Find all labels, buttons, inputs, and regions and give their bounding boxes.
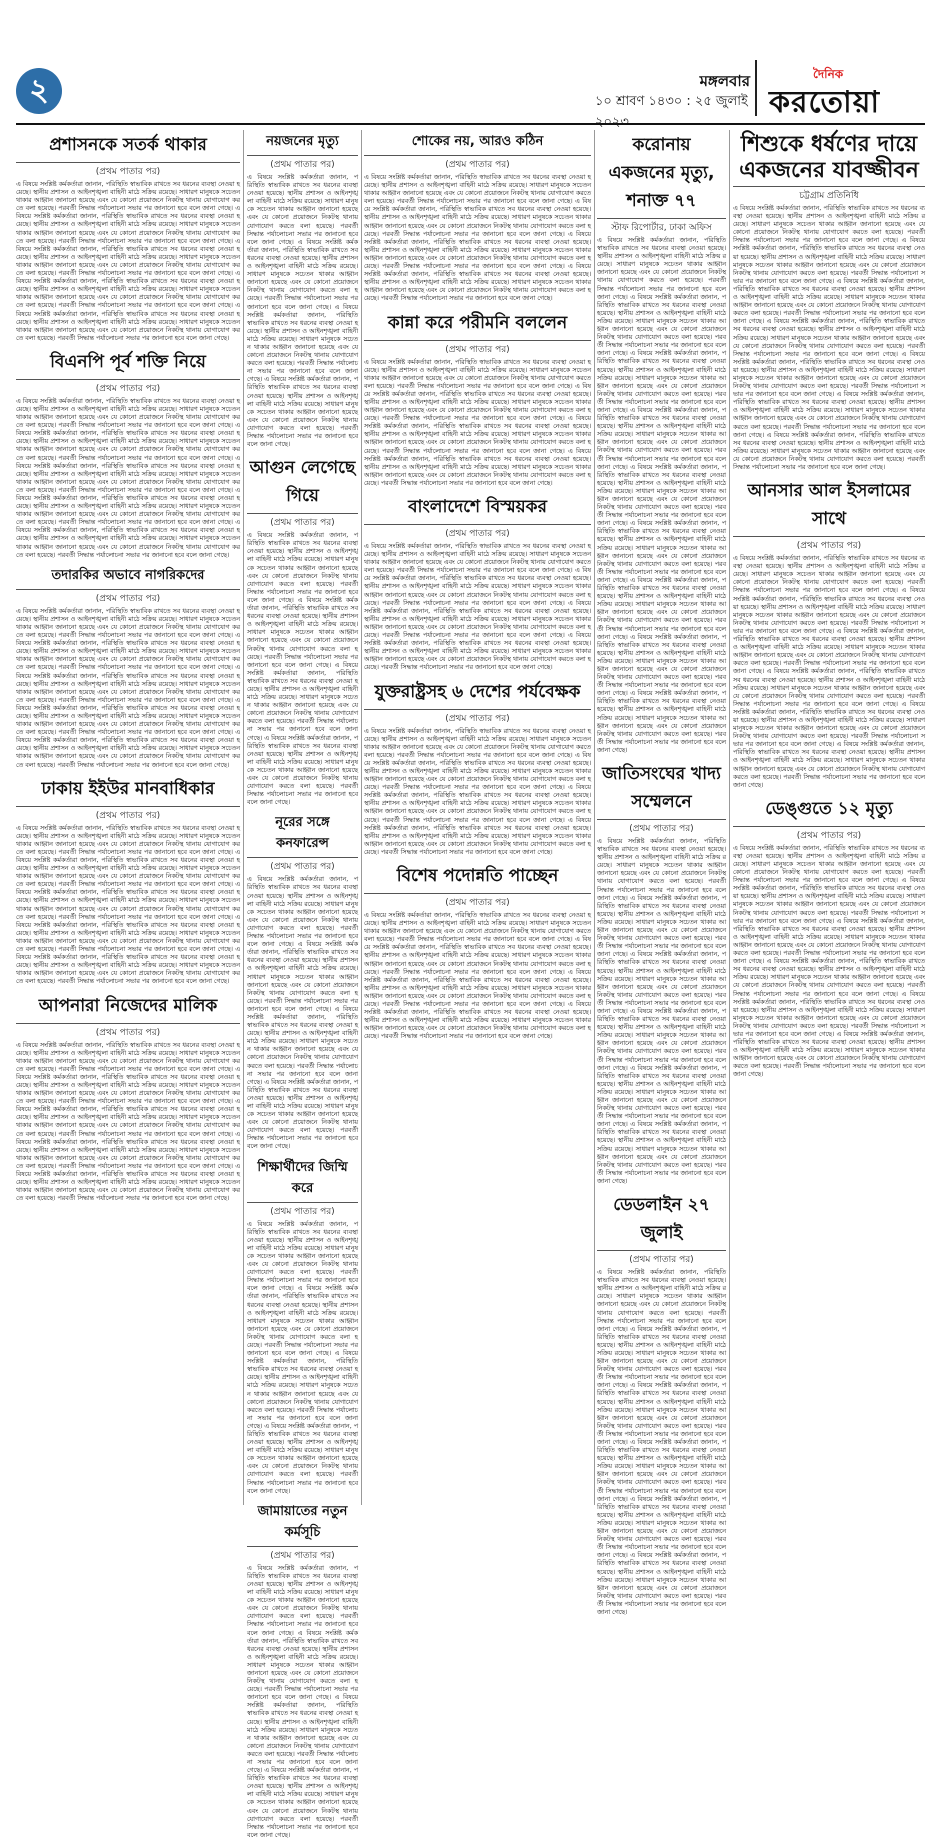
article bbox=[16, 349, 240, 560]
article-dateline: (প্রথম পাতার পর) bbox=[270, 160, 335, 170]
page-number: ২ bbox=[16, 68, 62, 114]
article bbox=[364, 679, 591, 858]
article-body: এ বিষয়ে সংশ্লিষ্ট কর্মকর্তারা জানান, পরিস্থিতি স্বাভাবিক রাখতে সব ধরনের ব্যবস্থা নেওয়া হয়েছে। স্থানীয় প্রশাসন ও আইনশৃঙ্খলা বাহিনী মাঠে সক্রিয় রয়েছে। সাধারণ মানুষকে সচেতন থাকার আহ্বান জানানো হয়েছে এবং যে কোনো প্রয়োজনে নিকটস্থ থানায় যোগাযোগ করতে বলা হয়েছে। পরবর্তী সিদ্ধান্ত পর্যালোচনা সভার পর জানানো হবে বলে জানা গেছে। এ বিষয়ে সংশ্লিষ্ট কর্মকর্তারা জানান, পরিস্থিতি স্বাভাবিক রাখতে সব ধরনের ব্যবস্থা নেওয়া হয়েছে। স্থানীয় প্রশাসন ও আইনশৃঙ্খলা বাহিনী মাঠে সক্রিয় রয়েছে। সাধারণ মানুষকে সচেতন থাকার আহ্বান জানানো হয়েছে এবং যে কোনো প্রয়োজনে নিকটস্থ থানায় যোগাযোগ করতে বলা হয়েছে। পরবর্তী সিদ্ধান্ত পর্যালোচনা সভার পর জানানো হবে বলে জানা গেছে। এ বিষয়ে সংশ্লিষ্ট কর্মকর্তারা জানান, পরিস্থিতি স্বাভাবিক রাখতে সব ধরনের ব্যবস্থা নেওয়া হয়েছে। স্থানীয় প্রশাসন ও আইনশৃঙ্খলা বাহিনী মাঠে সক্রিয় রয়েছে। সাধারণ মানুষকে সচেতন থাকার আহ্বান জানানো হয়েছে এবং যে কোনো প্রয়োজনে নিকটস্থ থানায় যোগাযোগ করতে বলা হয়েছে। পরবর্তী সিদ্ধান্ত পর্যালোচনা সভার পর জানানো হবে বলে জানা গেছে। এ বিষয়ে সংশ্লিষ্ট কর্মকর্তারা জানান, পরিস্থিতি স্বাভাবিক রাখতে সব ধরনের ব্যবস্থা নেওয়া হয়েছে। স্থানীয় প্রশাসন ও আইনশৃঙ্খলা বাহিনী মাঠে সক্রিয় রয়েছে। সাধারণ মানুষকে সচেতন থাকার আহ্বান জানানো হয়েছে এবং যে কোনো প্রয়োজনে নিকটস্থ থানায় যোগাযোগ করতে বলা হয়েছে। পরবর্তী সিদ্ধান্ত পর্যালোচনা সভার পর জানানো হবে বলে জানা গেছে। bbox=[364, 543, 591, 672]
logo-small-text: দৈনিক bbox=[813, 67, 844, 81]
column-2 bbox=[247, 130, 358, 1839]
article-body: এ বিষয়ে সংশ্লিষ্ট কর্মকর্তারা জানান, পরিস্থিতি স্বাভাবিক রাখতে সব ধরনের ব্যবস্থা নেওয়া হয়েছে। স্থানীয় প্রশাসন ও আইনশৃঙ্খলা বাহিনী মাঠে সক্রিয় রয়েছে। সাধারণ মানুষকে সচেতন থাকার আহ্বান জানানো হয়েছে এবং যে কোনো প্রয়োজনে নিকটস্থ থানায় যোগাযোগ করতে বলা হয়েছে। পরবর্তী সিদ্ধান্ত পর্যালোচনা সভার পর জানানো হবে বলে জানা গেছে। এ বিষয়ে সংশ্লিষ্ট কর্মকর্তারা জানান, পরিস্থিতি স্বাভাবিক রাখতে সব ধরনের ব্যবস্থা নেওয়া হয়েছে। স্থানীয় প্রশাসন ও আইনশৃঙ্খলা বাহিনী মাঠে সক্রিয় রয়েছে। সাধারণ মানুষকে সচেতন থাকার আহ্বান জানানো হয়েছে এবং যে কোনো প্রয়োজনে নিকটস্থ থানায় যোগাযোগ করতে বলা হয়েছে। পরবর্তী সিদ্ধান্ত পর্যালোচনা সভার পর জানানো হবে বলে জানা গেছে। এ বিষয়ে সংশ্লিষ্ট কর্মকর্তারা জানান, পরিস্থিতি স্বাভাবিক রাখতে সব ধরনের ব্যবস্থা নেওয়া হয়েছে। স্থানীয় প্রশাসন ও আইনশৃঙ্খলা বাহিনী মাঠে সক্রিয় রয়েছে। সাধারণ মানুষকে সচেতন থাকার আহ্বান জানানো হয়েছে এবং যে কোনো প্রয়োজনে নিকটস্থ থানায় যোগাযোগ করতে বলা হয়েছে। পরবর্তী সিদ্ধান্ত পর্যালোচনা সভার পর জানানো হবে বলে জানা গেছে। এ বিষয়ে সংশ্লিষ্ট কর্মকর্তারা জানান, পরিস্থিতি স্বাভাবিক রাখতে সব ধরনের ব্যবস্থা নেওয়া হয়েছে। স্থানীয় প্রশাসন ও আইনশৃঙ্খলা বাহিনী মাঠে সক্রিয় রয়েছে। সাধারণ মানুষকে সচেতন থাকার আহ্বান জানানো হয়েছে এবং যে কোনো প্রয়োজনে নিকটস্থ থানায় যোগাযোগ করতে বলা হয়েছে। পরবর্তী সিদ্ধান্ত পর্যালোচনা সভার পর জানানো হবে বলে জানা গেছে। bbox=[247, 1564, 358, 1839]
article-headline[interactable]: শিশুকে ধর্ষণের দায়ে একজনের যাবজ্জীবন bbox=[733, 132, 925, 187]
column-divider bbox=[243, 130, 244, 1505]
article-headline[interactable]: প্রশাসনকে সতর্ক থাকার bbox=[16, 132, 240, 163]
issue-date: ১০ শ্রাবণ ১৪৩০ : ২৫ জুলাই bbox=[595, 94, 748, 109]
article-dateline: (প্রথম পাতার পর) bbox=[445, 160, 510, 170]
article bbox=[247, 1502, 358, 1840]
article-body: এ বিষয়ে সংশ্লিষ্ট কর্মকর্তারা জানান, পরিস্থিতি স্বাভাবিক রাখতে সব ধরনের ব্যবস্থা নেওয়া হয়েছে। স্থানীয় প্রশাসন ও আইনশৃঙ্খলা বাহিনী মাঠে সক্রিয় রয়েছে। সাধারণ মানুষকে সচেতন থাকার আহ্বান জানানো হয়েছে এবং যে কোনো প্রয়োজনে নিকটস্থ থানায় যোগাযোগ করতে বলা হয়েছে। পরবর্তী সিদ্ধান্ত পর্যালোচনা সভার পর জানানো হবে বলে জানা গেছে। এ বিষয়ে সংশ্লিষ্ট কর্মকর্তারা জানান, পরিস্থিতি স্বাভাবিক রাখতে সব ধরনের ব্যবস্থা নেওয়া হয়েছে। স্থানীয় প্রশাসন ও আইনশৃঙ্খলা বাহিনী মাঠে সক্রিয় রয়েছে। সাধারণ মানুষকে সচেতন থাকার আহ্বান জানানো হয়েছে এবং যে কোনো প্রয়োজনে নিকটস্থ থানায় যোগাযোগ করতে বলা হয়েছে। পরবর্তী সিদ্ধান্ত পর্যালোচনা সভার পর জানানো হবে বলে জানা গেছে। এ বিষয়ে সংশ্লিষ্ট কর্মকর্তারা জানান, পরিস্থিতি স্বাভাবিক রাখতে সব ধরনের ব্যবস্থা নেওয়া হয়েছে। স্থানীয় প্রশাসন ও আইনশৃঙ্খলা বাহিনী মাঠে সক্রিয় রয়েছে। সাধারণ মানুষকে সচেতন থাকার আহ্বান জানানো হয়েছে এবং যে কোনো প্রয়োজনে নিকটস্থ থানায় যোগাযোগ করতে বলা হয়েছে। পরবর্তী সিদ্ধান্ত পর্যালোচনা সভার পর জানানো হবে বলে জানা গেছে। এ বিষয়ে সংশ্লিষ্ট কর্মকর্তারা জানান, পরিস্থিতি স্বাভাবিক রাখতে সব ধরনের ব্যবস্থা নেওয়া হয়েছে। স্থানীয় প্রশাসন ও আইনশৃঙ্খলা বাহিনী মাঠে সক্রিয় রয়েছে। সাধারণ মানুষকে সচেতন থাকার আহ্বান জানানো হয়েছে এবং যে কোনো প্রয়োজনে নিকটস্থ থানায় যোগাযোগ করতে বলা হয়েছে। পরবর্তী সিদ্ধান্ত পর্যালোচনা সভার পর জানানো হবে বলে জানা গেছে। bbox=[364, 912, 591, 1041]
article bbox=[597, 1192, 726, 1617]
article-dateline: (প্রথম পাতার পর) bbox=[270, 518, 335, 529]
article-dateline: (প্রথম পাতার পর) bbox=[95, 810, 161, 821]
article-body: এ বিষয়ে সংশ্লিষ্ট কর্মকর্তারা জানান, পরিস্থিতি স্বাভাবিক রাখতে সব ধরনের ব্যবস্থা নেওয়া হয়েছে। স্থানীয় প্রশাসন ও আইনশৃঙ্খলা বাহিনী মাঠে সক্রিয় রয়েছে। সাধারণ মানুষকে সচেতন থাকার আহ্বান জানানো হয়েছে এবং যে কোনো প্রয়োজনে নিকটস্থ থানায় যোগাযোগ করতে বলা হয়েছে। পরবর্তী সিদ্ধান্ত পর্যালোচনা সভার পর জানানো হবে বলে জানা গেছে। এ বিষয়ে সংশ্লিষ্ট কর্মকর্তারা জানান, পরিস্থিতি স্বাভাবিক রাখতে সব ধরনের ব্যবস্থা নেওয়া হয়েছে। স্থানীয় প্রশাসন ও আইনশৃঙ্খলা বাহিনী মাঠে সক্রিয় রয়েছে। সাধারণ মানুষকে সচেতন থাকার আহ্বান জানানো হয়েছে এবং যে কোনো প্রয়োজনে নিকটস্থ থানায় যোগাযোগ করতে বলা হয়েছে। পরবর্তী সিদ্ধান্ত পর্যালোচনা সভার পর জানানো হবে বলে জানা গেছে। এ বিষয়ে সংশ্লিষ্ট কর্মকর্তারা জানান, পরিস্থিতি স্বাভাবিক রাখতে সব ধরনের ব্যবস্থা নেওয়া হয়েছে। স্থানীয় প্রশাসন ও আইনশৃঙ্খলা বাহিনী মাঠে সক্রিয় রয়েছে। সাধারণ মানুষকে সচেতন থাকার আহ্বান জানানো হয়েছে এবং যে কোনো প্রয়োজনে নিকটস্থ থানায় যোগাযোগ করতে বলা হয়েছে। পরবর্তী সিদ্ধান্ত পর্যালোচনা সভার পর জানানো হবে বলে জানা গেছে। এ বিষয়ে সংশ্লিষ্ট কর্মকর্তারা জানান, পরিস্থিতি স্বাভাবিক রাখতে সব ধরনের ব্যবস্থা নেওয়া হয়েছে। স্থানীয় প্রশাসন ও আইনশৃঙ্খলা বাহিনী মাঠে সক্রিয় রয়েছে। সাধারণ মানুষকে সচেতন থাকার আহ্বান জানানো হয়েছে এবং যে কোনো প্রয়োজনে নিকটস্থ থানায় যোগাযোগ করতে বলা হয়েছে। পরবর্তী সিদ্ধান্ত পর্যালোচনা সভার পর জানানো হবে বলে জানা গেছে। এ বিষয়ে সংশ্লিষ্ট কর্মকর্তারা জানান, পরিস্থিতি স্বাভাবিক রাখতে সব ধরনের ব্যবস্থা নেওয়া হয়েছে। স্থানীয় প্রশাসন ও আইনশৃঙ্খলা বাহিনী মাঠে সক্রিয় রয়েছে। সাধারণ মানুষকে সচেতন থাকার আহ্বান জানানো হয়েছে এবং যে কোনো প্রয়োজনে নিকটস্থ থানায় যোগাযোগ করতে বলা হয়েছে। পরবর্তী সিদ্ধান্ত পর্যালোচনা সভার পর জানানো হবে বলে জানা গেছে। এ বিষয়ে সংশ্লিষ্ট কর্মকর্তারা জানান, পরিস্থিতি স্বাভাবিক রাখতে সব ধরনের ব্যবস্থা নেওয়া হয়েছে। স্থানীয় প্রশাসন ও আইনশৃঙ্খলা বাহিনী মাঠে সক্রিয় রয়েছে। সাধারণ মানুষকে সচেতন থাকার আহ্বান জানানো হয়েছে এবং যে কোনো প্রয়োজনে নিকটস্থ থানায় যোগাযোগ করতে বলা হয়েছে। পরবর্তী সিদ্ধান্ত পর্যালোচনা সভার পর জানানো হবে বলে জানা গেছে। এ বিষয়ে সংশ্লিষ্ট কর্মকর্তারা জানান, পরিস্থিতি স্বাভাবিক রাখতে সব ধরনের ব্যবস্থা নেওয়া হয়েছে। স্থানীয় প্রশাসন ও আইনশৃঙ্খলা বাহিনী মাঠে সক্রিয় রয়েছে। সাধারণ মানুষকে সচেতন থাকার আহ্বান জানানো হয়েছে এবং যে কোনো প্রয়োজনে নিকটস্থ থানায় যোগাযোগ করতে বলা হয়েছে। পরবর্তী সিদ্ধান্ত পর্যালোচনা সভার পর জানানো হবে বলে জানা গেছে। এ বিষয়ে সংশ্লিষ্ট কর্মকর্তারা জানান, পরিস্থিতি স্বাভাবিক রাখতে সব ধরনের ব্যবস্থা নেওয়া হয়েছে। স্থানীয় প্রশাসন ও আইনশৃঙ্খলা বাহিনী মাঠে সক্রিয় রয়েছে। সাধারণ মানুষকে সচেতন থাকার আহ্বান জানানো হয়েছে এবং যে কোনো প্রয়োজনে নিকটস্থ থানায় যোগাযোগ করতে বলা হয়েছে। পরবর্তী সিদ্ধান্ত পর্যালোচনা সভার পর জানানো হবে বলে জানা গেছে। এ বিষয়ে সংশ্লিষ্ট কর্মকর্তারা জানান, পরিস্থিতি স্বাভাবিক রাখতে সব ধরনের ব্যবস্থা নেওয়া হয়েছে। স্থানীয় প্রশাসন ও আইনশৃঙ্খলা বাহিনী মাঠে সক্রিয় রয়েছে। সাধারণ মানুষকে সচেতন থাকার আহ্বান জানানো হয়েছে এবং যে কোনো প্রয়োজনে নিকটস্থ থানায় যোগাযোগ করতে বলা হয়েছে। পরবর্তী সিদ্ধান্ত পর্যালোচনা সভার পর জানানো হবে বলে জানা গেছে। bbox=[597, 237, 726, 754]
article-headline[interactable]: কান্না করে পরীমনি বললেন bbox=[364, 310, 591, 341]
article-headline[interactable]: জামায়াতের নতুন কর্মসূচি bbox=[247, 1502, 358, 1547]
article-headline[interactable]: শিক্ষার্থীদের জিম্মি করে bbox=[247, 1158, 358, 1203]
article-body: এ বিষয়ে সংশ্লিষ্ট কর্মকর্তারা জানান, পরিস্থিতি স্বাভাবিক রাখতে সব ধরনের ব্যবস্থা নেওয়া হয়েছে। স্থানীয় প্রশাসন ও আইনশৃঙ্খলা বাহিনী মাঠে সক্রিয় রয়েছে। সাধারণ মানুষকে সচেতন থাকার আহ্বান জানানো হয়েছে এবং যে কোনো প্রয়োজনে নিকটস্থ থানায় যোগাযোগ করতে বলা হয়েছে। পরবর্তী সিদ্ধান্ত পর্যালোচনা সভার পর জানানো হবে বলে জানা গেছে। এ বিষয়ে সংশ্লিষ্ট কর্মকর্তারা জানান, পরিস্থিতি স্বাভাবিক রাখতে সব ধরনের ব্যবস্থা নেওয়া হয়েছে। স্থানীয় প্রশাসন ও আইনশৃঙ্খলা বাহিনী মাঠে সক্রিয় রয়েছে। সাধারণ মানুষকে সচেতন থাকার আহ্বান জানানো হয়েছে এবং যে কোনো প্রয়োজনে নিকটস্থ থানায় যোগাযোগ করতে বলা হয়েছে। পরবর্তী সিদ্ধান্ত পর্যালোচনা সভার পর জানানো হবে বলে জানা গেছে। এ বিষয়ে সংশ্লিষ্ট কর্মকর্তারা জানান, পরিস্থিতি স্বাভাবিক রাখতে সব ধরনের ব্যবস্থা নেওয়া হয়েছে। স্থানীয় প্রশাসন ও আইনশৃঙ্খলা বাহিনী মাঠে সক্রিয় রয়েছে। সাধারণ মানুষকে সচেতন থাকার আহ্বান জানানো হয়েছে এবং যে কোনো প্রয়োজনে নিকটস্থ থানায় যোগাযোগ করতে বলা হয়েছে। পরবর্তী সিদ্ধান্ত পর্যালোচনা সভার পর জানানো হবে বলে জানা গেছে। এ বিষয়ে সংশ্লিষ্ট কর্মকর্তারা জানান, পরিস্থিতি স্বাভাবিক রাখতে সব ধরনের ব্যবস্থা নেওয়া হয়েছে। স্থানীয় প্রশাসন ও আইনশৃঙ্খলা বাহিনী মাঠে সক্রিয় রয়েছে। সাধারণ মানুষকে সচেতন থাকার আহ্বান জানানো হয়েছে এবং যে কোনো প্রয়োজনে নিকটস্থ থানায় যোগাযোগ করতে বলা হয়েছে। পরবর্তী সিদ্ধান্ত পর্যালোচনা সভার পর জানানো হবে বলে জানা গেছে। এ বিষয়ে সংশ্লিষ্ট কর্মকর্তারা জানান, পরিস্থিতি স্বাভাবিক রাখতে সব ধরনের ব্যবস্থা নেওয়া হয়েছে। স্থানীয় প্রশাসন ও আইনশৃঙ্খলা বাহিনী মাঠে সক্রিয় রয়েছে। সাধারণ মানুষকে সচেতন থাকার আহ্বান জানানো হয়েছে এবং যে কোনো প্রয়োজনে নিকটস্থ থানায় যোগাযোগ করতে বলা হয়েছে। পরবর্তী সিদ্ধান্ত পর্যালোচনা সভার পর জানানো হবে বলে জানা গেছে। এ বিষয়ে সংশ্লিষ্ট কর্মকর্তারা জানান, পরিস্থিতি স্বাভাবিক রাখতে সব ধরনের ব্যবস্থা নেওয়া হয়েছে। স্থানীয় প্রশাসন ও আইনশৃঙ্খলা বাহিনী মাঠে সক্রিয় রয়েছে। সাধারণ মানুষকে সচেতন থাকার আহ্বান জানানো হয়েছে এবং যে কোনো প্রয়োজনে নিকটস্থ থানায় যোগাযোগ করতে বলা হয়েছে। পরবর্তী সিদ্ধান্ত পর্যালোচনা সভার পর জানানো হবে বলে জানা গেছে। bbox=[733, 844, 925, 1079]
article-body: এ বিষয়ে সংশ্লিষ্ট কর্মকর্তারা জানান, পরিস্থিতি স্বাভাবিক রাখতে সব ধরনের ব্যবস্থা নেওয়া হয়েছে। স্থানীয় প্রশাসন ও আইনশৃঙ্খলা বাহিনী মাঠে সক্রিয় রয়েছে। সাধারণ মানুষকে সচেতন থাকার আহ্বান জানানো হয়েছে এবং যে কোনো প্রয়োজনে নিকটস্থ থানায় যোগাযোগ করতে বলা হয়েছে। পরবর্তী সিদ্ধান্ত পর্যালোচনা সভার পর জানানো হবে বলে জানা গেছে। এ বিষয়ে সংশ্লিষ্ট কর্মকর্তারা জানান, পরিস্থিতি স্বাভাবিক রাখতে সব ধরনের ব্যবস্থা নেওয়া হয়েছে। স্থানীয় প্রশাসন ও আইনশৃঙ্খলা বাহিনী মাঠে সক্রিয় রয়েছে। সাধারণ মানুষকে সচেতন থাকার আহ্বান জানানো হয়েছে এবং যে কোনো প্রয়োজনে নিকটস্থ থানায় যোগাযোগ করতে বলা হয়েছে। পরবর্তী সিদ্ধান্ত পর্যালোচনা সভার পর জানানো হবে বলে জানা গেছে। এ বিষয়ে সংশ্লিষ্ট কর্মকর্তারা জানান, পরিস্থিতি স্বাভাবিক রাখতে সব ধরনের ব্যবস্থা নেওয়া হয়েছে। স্থানীয় প্রশাসন ও আইনশৃঙ্খলা বাহিনী মাঠে সক্রিয় রয়েছে। সাধারণ মানুষকে সচেতন থাকার আহ্বান জানানো হয়েছে এবং যে কোনো প্রয়োজনে নিকটস্থ থানায় যোগাযোগ করতে বলা হয়েছে। পরবর্তী সিদ্ধান্ত পর্যালোচনা সভার পর জানানো হবে বলে জানা গেছে। এ বিষয়ে সংশ্লিষ্ট কর্মকর্তারা জানান, পরিস্থিতি স্বাভাবিক রাখতে সব ধরনের ব্যবস্থা নেওয়া হয়েছে। স্থানীয় প্রশাসন ও আইনশৃঙ্খলা বাহিনী মাঠে সক্রিয় রয়েছে। সাধারণ মানুষকে সচেতন থাকার আহ্বান জানানো হয়েছে এবং যে কোনো প্রয়োজনে নিকটস্থ থানায় যোগাযোগ করতে বলা হয়েছে। পরবর্তী সিদ্ধান্ত পর্যালোচনা সভার পর জানানো হবে বলে জানা গেছে। bbox=[247, 532, 358, 807]
article-body: এ বিষয়ে সংশ্লিষ্ট কর্মকর্তারা জানান, পরিস্থিতি স্বাভাবিক রাখতে সব ধরনের ব্যবস্থা নেওয়া হয়েছে। স্থানীয় প্রশাসন ও আইনশৃঙ্খলা বাহিনী মাঠে সক্রিয় রয়েছে। সাধারণ মানুষকে সচেতন থাকার আহ্বান জানানো হয়েছে এবং যে কোনো প্রয়োজনে নিকটস্থ থানায় যোগাযোগ করতে বলা হয়েছে। পরবর্তী সিদ্ধান্ত পর্যালোচনা সভার পর জানানো হবে বলে জানা গেছে। এ বিষয়ে সংশ্লিষ্ট কর্মকর্তারা জানান, পরিস্থিতি স্বাভাবিক রাখতে সব ধরনের ব্যবস্থা নেওয়া হয়েছে। স্থানীয় প্রশাসন ও আইনশৃঙ্খলা বাহিনী মাঠে সক্রিয় রয়েছে। সাধারণ মানুষকে সচেতন থাকার আহ্বান জানানো হয়েছে এবং যে কোনো প্রয়োজনে নিকটস্থ থানায় যোগাযোগ করতে বলা হয়েছে। পরবর্তী সিদ্ধান্ত পর্যালোচনা সভার পর জানানো হবে বলে জানা গেছে। এ বিষয়ে সংশ্লিষ্ট কর্মকর্তারা জানান, পরিস্থিতি স্বাভাবিক রাখতে সব ধরনের ব্যবস্থা নেওয়া হয়েছে। স্থানীয় প্রশাসন ও আইনশৃঙ্খলা বাহিনী মাঠে সক্রিয় রয়েছে। সাধারণ মানুষকে সচেতন থাকার আহ্বান জানানো হয়েছে এবং যে কোনো প্রয়োজনে নিকটস্থ থানায় যোগাযোগ করতে বলা হয়েছে। পরবর্তী সিদ্ধান্ত পর্যালোচনা সভার পর জানানো হবে বলে জানা গেছে। এ বিষয়ে সংশ্লিষ্ট কর্মকর্তারা জানান, পরিস্থিতি স্বাভাবিক রাখতে সব ধরনের ব্যবস্থা নেওয়া হয়েছে। স্থানীয় প্রশাসন ও আইনশৃঙ্খলা বাহিনী মাঠে সক্রিয় রয়েছে। সাধারণ মানুষকে সচেতন থাকার আহ্বান জানানো হয়েছে এবং যে কোনো প্রয়োজনে নিকটস্থ থানায় যোগাযোগ করতে বলা হয়েছে। পরবর্তী সিদ্ধান্ত পর্যালোচনা সভার পর জানানো হবে বলে জানা গেছে। এ বিষয়ে সংশ্লিষ্ট কর্মকর্তারা জানান, পরিস্থিতি স্বাভাবিক রাখতে সব ধরনের ব্যবস্থা নেওয়া হয়েছে। স্থানীয় প্রশাসন ও আইনশৃঙ্খলা বাহিনী মাঠে সক্রিয় রয়েছে। সাধারণ মানুষকে সচেতন থাকার আহ্বান জানানো হয়েছে এবং যে কোনো প্রয়োজনে নিকটস্থ থানায় যোগাযোগ করতে বলা হয়েছে। পরবর্তী সিদ্ধান্ত পর্যালোচনা সভার পর জানানো হবে বলে জানা গেছে। এ বিষয়ে সংশ্লিষ্ট কর্মকর্তারা জানান, পরিস্থিতি স্বাভাবিক রাখতে সব ধরনের ব্যবস্থা নেওয়া হয়েছে। স্থানীয় প্রশাসন ও আইনশৃঙ্খলা বাহিনী মাঠে সক্রিয় রয়েছে। সাধারণ মানুষকে সচেতন থাকার আহ্বান জানানো হয়েছে এবং যে কোনো প্রয়োজনে নিকটস্থ থানায় যোগাযোগ করতে বলা হয়েছে। পরবর্তী সিদ্ধান্ত পর্যালোচনা সভার পর জানানো হবে বলে জানা গেছে। bbox=[733, 555, 925, 789]
issue-day: মঙ্গলবার bbox=[699, 72, 750, 90]
article-body: এ বিষয়ে সংশ্লিষ্ট কর্মকর্তারা জানান, পরিস্থিতি স্বাভাবিক রাখতে সব ধরনের ব্যবস্থা নেওয়া হয়েছে। স্থানীয় প্রশাসন ও আইনশৃঙ্খলা বাহিনী মাঠে সক্রিয় রয়েছে। সাধারণ মানুষকে সচেতন থাকার আহ্বান জানানো হয়েছে এবং যে কোনো প্রয়োজনে নিকটস্থ থানায় যোগাযোগ করতে বলা হয়েছে। পরবর্তী সিদ্ধান্ত পর্যালোচনা সভার পর জানানো হবে বলে জানা গেছে। এ বিষয়ে সংশ্লিষ্ট কর্মকর্তারা জানান, পরিস্থিতি স্বাভাবিক রাখতে সব ধরনের ব্যবস্থা নেওয়া হয়েছে। স্থানীয় প্রশাসন ও আইনশৃঙ্খলা বাহিনী মাঠে সক্রিয় রয়েছে। সাধারণ মানুষকে সচেতন থাকার আহ্বান জানানো হয়েছে এবং যে কোনো প্রয়োজনে নিকটস্থ থানায় যোগাযোগ করতে বলা হয়েছে। পরবর্তী সিদ্ধান্ত পর্যালোচনা সভার পর জানানো হবে বলে জানা গেছে। এ বিষয়ে সংশ্লিষ্ট কর্মকর্তারা জানান, পরিস্থিতি স্বাভাবিক রাখতে সব ধরনের ব্যবস্থা নেওয়া হয়েছে। স্থানীয় প্রশাসন ও আইনশৃঙ্খলা বাহিনী মাঠে সক্রিয় রয়েছে। সাধারণ মানুষকে সচেতন থাকার আহ্বান জানানো হয়েছে এবং যে কোনো প্রয়োজনে নিকটস্থ থানায় যোগাযোগ করতে বলা হয়েছে। পরবর্তী সিদ্ধান্ত পর্যালোচনা সভার পর জানানো হবে বলে জানা গেছে। এ বিষয়ে সংশ্লিষ্ট কর্মকর্তারা জানান, পরিস্থিতি স্বাভাবিক রাখতে সব ধরনের ব্যবস্থা নেওয়া হয়েছে। স্থানীয় প্রশাসন ও আইনশৃঙ্খলা বাহিনী মাঠে সক্রিয় রয়েছে। সাধারণ মানুষকে সচেতন থাকার আহ্বান জানানো হয়েছে এবং যে কোনো প্রয়োজনে নিকটস্থ থানায় যোগাযোগ করতে বলা হয়েছে। পরবর্তী সিদ্ধান্ত পর্যালোচনা সভার পর জানানো হবে বলে জানা গেছে। এ বিষয়ে সংশ্লিষ্ট কর্মকর্তারা জানান, পরিস্থিতি স্বাভাবিক রাখতে সব ধরনের ব্যবস্থা নেওয়া হয়েছে। স্থানীয় প্রশাসন ও আইনশৃঙ্খলা বাহিনী মাঠে সক্রিয় রয়েছে। সাধারণ মানুষকে সচেতন থাকার আহ্বান জানানো হয়েছে এবং যে কোনো প্রয়োজনে নিকটস্থ থানায় যোগাযোগ করতে বলা হয়েছে। পরবর্তী সিদ্ধান্ত পর্যালোচনা সভার পর জানানো হবে বলে জানা গেছে। bbox=[16, 181, 240, 342]
article bbox=[733, 132, 925, 472]
article-dateline: (প্রথম পাতার পর) bbox=[796, 830, 862, 841]
article-dateline: (প্রথম পাতার পর) bbox=[95, 167, 161, 177]
article-headline[interactable]: যুক্তরাষ্ট্রসহ ৬ দেশের পর্যবেক্ষক bbox=[364, 679, 591, 710]
article-dateline: (প্রথম পাতার পর) bbox=[629, 824, 694, 834]
column-divider bbox=[361, 130, 362, 1505]
article-body: এ বিষয়ে সংশ্লিষ্ট কর্মকর্তারা জানান, পরিস্থিতি স্বাভাবিক রাখতে সব ধরনের ব্যবস্থা নেওয়া হয়েছে। স্থানীয় প্রশাসন ও আইনশৃঙ্খলা বাহিনী মাঠে সক্রিয় রয়েছে। সাধারণ মানুষকে সচেতন থাকার আহ্বান জানানো হয়েছে এবং যে কোনো প্রয়োজনে নিকটস্থ থানায় যোগাযোগ করতে বলা হয়েছে। পরবর্তী সিদ্ধান্ত পর্যালোচনা সভার পর জানানো হবে বলে জানা গেছে। এ বিষয়ে সংশ্লিষ্ট কর্মকর্তারা জানান, পরিস্থিতি স্বাভাবিক রাখতে সব ধরনের ব্যবস্থা নেওয়া হয়েছে। স্থানীয় প্রশাসন ও আইনশৃঙ্খলা বাহিনী মাঠে সক্রিয় রয়েছে। সাধারণ মানুষকে সচেতন থাকার আহ্বান জানানো হয়েছে এবং যে কোনো প্রয়োজনে নিকটস্থ থানায় যোগাযোগ করতে বলা হয়েছে। পরবর্তী সিদ্ধান্ত পর্যালোচনা সভার পর জানানো হবে বলে জানা গেছে। এ বিষয়ে সংশ্লিষ্ট কর্মকর্তারা জানান, পরিস্থিতি স্বাভাবিক রাখতে সব ধরনের ব্যবস্থা নেওয়া হয়েছে। স্থানীয় প্রশাসন ও আইনশৃঙ্খলা বাহিনী মাঠে সক্রিয় রয়েছে। সাধারণ মানুষকে সচেতন থাকার আহ্বান জানানো হয়েছে এবং যে কোনো প্রয়োজনে নিকটস্থ থানায় যোগাযোগ করতে বলা হয়েছে। পরবর্তী সিদ্ধান্ত পর্যালোচনা সভার পর জানানো হবে বলে জানা গেছে। এ বিষয়ে সংশ্লিষ্ট কর্মকর্তারা জানান, পরিস্থিতি স্বাভাবিক রাখতে সব ধরনের ব্যবস্থা নেওয়া হয়েছে। স্থানীয় প্রশাসন ও আইনশৃঙ্খলা বাহিনী মাঠে সক্রিয় রয়েছে। সাধারণ মানুষকে সচেতন থাকার আহ্বান জানানো হয়েছে এবং যে কোনো প্রয়োজনে নিকটস্থ থানায় যোগাযোগ করতে বলা হয়েছে। পরবর্তী সিদ্ধান্ত পর্যালোচনা সভার পর জানানো হবে বলে জানা গেছে। এ বিষয়ে সংশ্লিষ্ট কর্মকর্তারা জানান, পরিস্থিতি স্বাভাবিক রাখতে সব ধরনের ব্যবস্থা নেওয়া হয়েছে। স্থানীয় প্রশাসন ও আইনশৃঙ্খলা বাহিনী মাঠে সক্রিয় রয়েছে। সাধারণ মানুষকে সচেতন থাকার আহ্বান জানানো হয়েছে এবং যে কোনো প্রয়োজনে নিকটস্থ থানায় যোগাযোগ করতে বলা হয়েছে। পরবর্তী সিদ্ধান্ত পর্যালোচনা সভার পর জানানো হবে বলে জানা গেছে। bbox=[16, 824, 240, 986]
article-headline[interactable]: বাংলাদেশে বিস্ময়কর bbox=[364, 494, 591, 525]
article-headline[interactable]: তদারকির অভাবে নাগরিকদের bbox=[16, 566, 240, 590]
article-body: এ বিষয়ে সংশ্লিষ্ট কর্মকর্তারা জানান, পরিস্থিতি স্বাভাবিক রাখতে সব ধরনের ব্যবস্থা নেওয়া হয়েছে। স্থানীয় প্রশাসন ও আইনশৃঙ্খলা বাহিনী মাঠে সক্রিয় রয়েছে। সাধারণ মানুষকে সচেতন থাকার আহ্বান জানানো হয়েছে এবং যে কোনো প্রয়োজনে নিকটস্থ থানায় যোগাযোগ করতে বলা হয়েছে। পরবর্তী সিদ্ধান্ত পর্যালোচনা সভার পর জানানো হবে বলে জানা গেছে। এ বিষয়ে সংশ্লিষ্ট কর্মকর্তারা জানান, পরিস্থিতি স্বাভাবিক রাখতে সব ধরনের ব্যবস্থা নেওয়া হয়েছে। স্থানীয় প্রশাসন ও আইনশৃঙ্খলা বাহিনী মাঠে সক্রিয় রয়েছে। সাধারণ মানুষকে সচেতন থাকার আহ্বান জানানো হয়েছে এবং যে কোনো প্রয়োজনে নিকটস্থ থানায় যোগাযোগ করতে বলা হয়েছে। পরবর্তী সিদ্ধান্ত পর্যালোচনা সভার পর জানানো হবে বলে জানা গেছে। এ বিষয়ে সংশ্লিষ্ট কর্মকর্তারা জানান, পরিস্থিতি স্বাভাবিক রাখতে সব ধরনের ব্যবস্থা নেওয়া হয়েছে। স্থানীয় প্রশাসন ও আইনশৃঙ্খলা বাহিনী মাঠে সক্রিয় রয়েছে। সাধারণ মানুষকে সচেতন থাকার আহ্বান জানানো হয়েছে এবং যে কোনো প্রয়োজনে নিকটস্থ থানায় যোগাযোগ করতে বলা হয়েছে। পরবর্তী সিদ্ধান্ত পর্যালোচনা সভার পর জানানো হবে বলে জানা গেছে। এ বিষয়ে সংশ্লিষ্ট কর্মকর্তারা জানান, পরিস্থিতি স্বাভাবিক রাখতে সব ধরনের ব্যবস্থা নেওয়া হয়েছে। স্থানীয় প্রশাসন ও আইনশৃঙ্খলা বাহিনী মাঠে সক্রিয় রয়েছে। সাধারণ মানুষকে সচেতন থাকার আহ্বান জানানো হয়েছে এবং যে কোনো প্রয়োজনে নিকটস্থ থানায় যোগাযোগ করতে বলা হয়েছে। পরবর্তী সিদ্ধান্ত পর্যালোচনা সভার পর জানানো হবে বলে জানা গেছে। bbox=[247, 1220, 358, 1495]
column-divider bbox=[594, 130, 595, 1505]
article-body: এ বিষয়ে সংশ্লিষ্ট কর্মকর্তারা জানান, পরিস্থিতি স্বাভাবিক রাখতে সব ধরনের ব্যবস্থা নেওয়া হয়েছে। স্থানীয় প্রশাসন ও আইনশৃঙ্খলা বাহিনী মাঠে সক্রিয় রয়েছে। সাধারণ মানুষকে সচেতন থাকার আহ্বান জানানো হয়েছে এবং যে কোনো প্রয়োজনে নিকটস্থ থানায় যোগাযোগ করতে বলা হয়েছে। পরবর্তী সিদ্ধান্ত পর্যালোচনা সভার পর জানানো হবে বলে জানা গেছে। এ বিষয়ে সংশ্লিষ্ট কর্মকর্তারা জানান, পরিস্থিতি স্বাভাবিক রাখতে সব ধরনের ব্যবস্থা নেওয়া হয়েছে। স্থানীয় প্রশাসন ও আইনশৃঙ্খলা বাহিনী মাঠে সক্রিয় রয়েছে। সাধারণ মানুষকে সচেতন থাকার আহ্বান জানানো হয়েছে এবং যে কোনো প্রয়োজনে নিকটস্থ থানায় যোগাযোগ করতে বলা হয়েছে। পরবর্তী সিদ্ধান্ত পর্যালোচনা সভার পর জানানো হবে বলে জানা গেছে। এ বিষয়ে সংশ্লিষ্ট কর্মকর্তারা জানান, পরিস্থিতি স্বাভাবিক রাখতে সব ধরনের ব্যবস্থা নেওয়া হয়েছে। স্থানীয় প্রশাসন ও আইনশৃঙ্খলা বাহিনী মাঠে সক্রিয় রয়েছে। সাধারণ মানুষকে সচেতন থাকার আহ্বান জানানো হয়েছে এবং যে কোনো প্রয়োজনে নিকটস্থ থানায় যোগাযোগ করতে বলা হয়েছে। পরবর্তী সিদ্ধান্ত পর্যালোচনা সভার পর জানানো হবে বলে জানা গেছে। এ বিষয়ে সংশ্লিষ্ট কর্মকর্তারা জানান, পরিস্থিতি স্বাভাবিক রাখতে সব ধরনের ব্যবস্থা নেওয়া হয়েছে। স্থানীয় প্রশাসন ও আইনশৃঙ্খলা বাহিনী মাঠে সক্রিয় রয়েছে। সাধারণ মানুষকে সচেতন থাকার আহ্বান জানানো হয়েছে এবং যে কোনো প্রয়োজনে নিকটস্থ থানায় যোগাযোগ করতে বলা হয়েছে। পরবর্তী সিদ্ধান্ত পর্যালোচনা সভার পর জানানো হবে বলে জানা গেছে। এ বিষয়ে সংশ্লিষ্ট কর্মকর্তারা জানান, পরিস্থিতি স্বাভাবিক রাখতে সব ধরনের ব্যবস্থা নেওয়া হয়েছে। স্থানীয় প্রশাসন ও আইনশৃঙ্খলা বাহিনী মাঠে সক্রিয় রয়েছে। সাধারণ মানুষকে সচেতন থাকার আহ্বান জানানো হয়েছে এবং যে কোনো প্রয়োজনে নিকটস্থ থানায় যোগাযোগ করতে বলা হয়েছে। পরবর্তী সিদ্ধান্ত পর্যালোচনা সভার পর জানানো হবে বলে জানা গেছে। এ বিষয়ে সংশ্লিষ্ট কর্মকর্তারা জানান, পরিস্থিতি স্বাভাবিক রাখতে সব ধরনের ব্যবস্থা নেওয়া হয়েছে। স্থানীয় প্রশাসন ও আইনশৃঙ্খলা বাহিনী মাঠে সক্রিয় রয়েছে। সাধারণ মানুষকে সচেতন থাকার আহ্বান জানানো হয়েছে এবং যে কোনো প্রয়োজনে নিকটস্থ থানায় যোগাযোগ করতে বলা হয়েছে। পরবর্তী সিদ্ধান্ত পর্যালোচনা সভার পর জানানো হবে বলে জানা গেছে। bbox=[597, 838, 726, 1185]
article-headline[interactable]: নূরের সঙ্গে কনফারেন্স bbox=[247, 813, 358, 858]
article-dateline: চট্টগ্রাম প্রতিনিধি bbox=[799, 191, 859, 201]
article-headline[interactable]: আগুন লেগেছে গিয়ে bbox=[247, 455, 358, 514]
newspaper-logo bbox=[755, 60, 925, 120]
header-rule bbox=[16, 123, 925, 125]
article bbox=[247, 455, 358, 807]
article-headline[interactable]: ডেডলাইন ২৭ জুলাই bbox=[597, 1192, 726, 1251]
article bbox=[16, 993, 240, 1204]
article bbox=[733, 478, 925, 790]
article-headline[interactable]: ডেঙ্গুতে ১২ মৃত্যু bbox=[733, 796, 925, 827]
column-5 bbox=[733, 130, 925, 1505]
article bbox=[16, 776, 240, 987]
article-headline[interactable]: নয়জনের মৃত্যু bbox=[247, 132, 358, 156]
article bbox=[364, 494, 591, 673]
article-headline[interactable]: বিএনপি পূর্ব শক্তি নিয়ে bbox=[16, 349, 240, 380]
article-headline[interactable]: আপনারা নিজেদের মালিক bbox=[16, 993, 240, 1024]
article-dateline: (প্রথম পাতার পর) bbox=[445, 898, 510, 908]
article-body: এ বিষয়ে সংশ্লিষ্ট কর্মকর্তারা জানান, পরিস্থিতি স্বাভাবিক রাখতে সব ধরনের ব্যবস্থা নেওয়া হয়েছে। স্থানীয় প্রশাসন ও আইনশৃঙ্খলা বাহিনী মাঠে সক্রিয় রয়েছে। সাধারণ মানুষকে সচেতন থাকার আহ্বান জানানো হয়েছে এবং যে কোনো প্রয়োজনে নিকটস্থ থানায় যোগাযোগ করতে বলা হয়েছে। পরবর্তী সিদ্ধান্ত পর্যালোচনা সভার পর জানানো হবে বলে জানা গেছে। এ বিষয়ে সংশ্লিষ্ট কর্মকর্তারা জানান, পরিস্থিতি স্বাভাবিক রাখতে সব ধরনের ব্যবস্থা নেওয়া হয়েছে। স্থানীয় প্রশাসন ও আইনশৃঙ্খলা বাহিনী মাঠে সক্রিয় রয়েছে। সাধারণ মানুষকে সচেতন থাকার আহ্বান জানানো হয়েছে এবং যে কোনো প্রয়োজনে নিকটস্থ থানায় যোগাযোগ করতে বলা হয়েছে। পরবর্তী সিদ্ধান্ত পর্যালোচনা সভার পর জানানো হবে বলে জানা গেছে। এ বিষয়ে সংশ্লিষ্ট কর্মকর্তারা জানান, পরিস্থিতি স্বাভাবিক রাখতে সব ধরনের ব্যবস্থা নেওয়া হয়েছে। স্থানীয় প্রশাসন ও আইনশৃঙ্খলা বাহিনী মাঠে সক্রিয় রয়েছে। সাধারণ মানুষকে সচেতন থাকার আহ্বান জানানো হয়েছে এবং যে কোনো প্রয়োজনে নিকটস্থ থানায় যোগাযোগ করতে বলা হয়েছে। পরবর্তী সিদ্ধান্ত পর্যালোচনা সভার পর জানানো হবে বলে জানা গেছে। এ বিষয়ে সংশ্লিষ্ট কর্মকর্তারা জানান, পরিস্থিতি স্বাভাবিক রাখতে সব ধরনের ব্যবস্থা নেওয়া হয়েছে। স্থানীয় প্রশাসন ও আইনশৃঙ্খলা বাহিনী মাঠে সক্রিয় রয়েছে। সাধারণ মানুষকে সচেতন থাকার আহ্বান জানানো হয়েছে এবং যে কোনো প্রয়োজনে নিকটস্থ থানায় যোগাযোগ করতে বলা হয়েছে। পরবর্তী সিদ্ধান্ত পর্যালোচনা সভার পর জানানো হবে বলে জানা গেছে। bbox=[247, 174, 358, 449]
column-3 bbox=[364, 130, 591, 1505]
article-dateline: (প্রথম পাতার পর) bbox=[270, 1550, 335, 1561]
article-dateline: (প্রথম পাতার পর) bbox=[270, 1206, 335, 1217]
article-dateline: (প্রথম পাতার পর) bbox=[445, 344, 510, 355]
column-divider bbox=[729, 130, 730, 1505]
article bbox=[364, 132, 591, 304]
article-dateline: (প্রথম পাতার পর) bbox=[95, 1027, 161, 1038]
article-body: এ বিষয়ে সংশ্লিষ্ট কর্মকর্তারা জানান, পরিস্থিতি স্বাভাবিক রাখতে সব ধরনের ব্যবস্থা নেওয়া হয়েছে। স্থানীয় প্রশাসন ও আইনশৃঙ্খলা বাহিনী মাঠে সক্রিয় রয়েছে। সাধারণ মানুষকে সচেতন থাকার আহ্বান জানানো হয়েছে এবং যে কোনো প্রয়োজনে নিকটস্থ থানায় যোগাযোগ করতে বলা হয়েছে। পরবর্তী সিদ্ধান্ত পর্যালোচনা সভার পর জানানো হবে বলে জানা গেছে। এ বিষয়ে সংশ্লিষ্ট কর্মকর্তারা জানান, পরিস্থিতি স্বাভাবিক রাখতে সব ধরনের ব্যবস্থা নেওয়া হয়েছে। স্থানীয় প্রশাসন ও আইনশৃঙ্খলা বাহিনী মাঠে সক্রিয় রয়েছে। সাধারণ মানুষকে সচেতন থাকার আহ্বান জানানো হয়েছে এবং যে কোনো প্রয়োজনে নিকটস্থ থানায় যোগাযোগ করতে বলা হয়েছে। পরবর্তী সিদ্ধান্ত পর্যালোচনা সভার পর জানানো হবে বলে জানা গেছে। এ বিষয়ে সংশ্লিষ্ট কর্মকর্তারা জানান, পরিস্থিতি স্বাভাবিক রাখতে সব ধরনের ব্যবস্থা নেওয়া হয়েছে। স্থানীয় প্রশাসন ও আইনশৃঙ্খলা বাহিনী মাঠে সক্রিয় রয়েছে। সাধারণ মানুষকে সচেতন থাকার আহ্বান জানানো হয়েছে এবং যে কোনো প্রয়োজনে নিকটস্থ থানায় যোগাযোগ করতে বলা হয়েছে। পরবর্তী সিদ্ধান্ত পর্যালোচনা সভার পর জানানো হবে বলে জানা গেছে। এ বিষয়ে সংশ্লিষ্ট কর্মকর্তারা জানান, পরিস্থিতি স্বাভাবিক রাখতে সব ধরনের ব্যবস্থা নেওয়া হয়েছে। স্থানীয় প্রশাসন ও আইনশৃঙ্খলা বাহিনী মাঠে সক্রিয় রয়েছে। সাধারণ মানুষকে সচেতন থাকার আহ্বান জানানো হয়েছে এবং যে কোনো প্রয়োজনে নিকটস্থ থানায় যোগাযোগ করতে বলা হয়েছে। পরবর্তী সিদ্ধান্ত পর্যালোচনা সভার পর জানানো হবে বলে জানা গেছে। bbox=[364, 358, 591, 487]
article-body: এ বিষয়ে সংশ্লিষ্ট কর্মকর্তারা জানান, পরিস্থিতি স্বাভাবিক রাখতে সব ধরনের ব্যবস্থা নেওয়া হয়েছে। স্থানীয় প্রশাসন ও আইনশৃঙ্খলা বাহিনী মাঠে সক্রিয় রয়েছে। সাধারণ মানুষকে সচেতন থাকার আহ্বান জানানো হয়েছে এবং যে কোনো প্রয়োজনে নিকটস্থ থানায় যোগাযোগ করতে বলা হয়েছে। পরবর্তী সিদ্ধান্ত পর্যালোচনা সভার পর জানানো হবে বলে জানা গেছে। এ বিষয়ে সংশ্লিষ্ট কর্মকর্তারা জানান, পরিস্থিতি স্বাভাবিক রাখতে সব ধরনের ব্যবস্থা নেওয়া হয়েছে। স্থানীয় প্রশাসন ও আইনশৃঙ্খলা বাহিনী মাঠে সক্রিয় রয়েছে। সাধারণ মানুষকে সচেতন থাকার আহ্বান জানানো হয়েছে এবং যে কোনো প্রয়োজনে নিকটস্থ থানায় যোগাযোগ করতে বলা হয়েছে। পরবর্তী সিদ্ধান্ত পর্যালোচনা সভার পর জানানো হবে বলে জানা গেছে। এ বিষয়ে সংশ্লিষ্ট কর্মকর্তারা জানান, পরিস্থিতি স্বাভাবিক রাখতে সব ধরনের ব্যবস্থা নেওয়া হয়েছে। স্থানীয় প্রশাসন ও আইনশৃঙ্খলা বাহিনী মাঠে সক্রিয় রয়েছে। সাধারণ মানুষকে সচেতন থাকার আহ্বান জানানো হয়েছে এবং যে কোনো প্রয়োজনে নিকটস্থ থানায় যোগাযোগ করতে বলা হয়েছে। পরবর্তী সিদ্ধান্ত পর্যালোচনা সভার পর জানানো হবে বলে জানা গেছে। এ বিষয়ে সংশ্লিষ্ট কর্মকর্তারা জানান, পরিস্থিতি স্বাভাবিক রাখতে সব ধরনের ব্যবস্থা নেওয়া হয়েছে। স্থানীয় প্রশাসন ও আইনশৃঙ্খলা বাহিনী মাঠে সক্রিয় রয়েছে। সাধারণ মানুষকে সচেতন থাকার আহ্বান জানানো হয়েছে এবং যে কোনো প্রয়োজনে নিকটস্থ থানায় যোগাযোগ করতে বলা হয়েছে। পরবর্তী সিদ্ধান্ত পর্যালোচনা সভার পর জানানো হবে বলে জানা গেছে। bbox=[364, 174, 591, 303]
article-body: এ বিষয়ে সংশ্লিষ্ট কর্মকর্তারা জানান, পরিস্থিতি স্বাভাবিক রাখতে সব ধরনের ব্যবস্থা নেওয়া হয়েছে। স্থানীয় প্রশাসন ও আইনশৃঙ্খলা বাহিনী মাঠে সক্রিয় রয়েছে। সাধারণ মানুষকে সচেতন থাকার আহ্বান জানানো হয়েছে এবং যে কোনো প্রয়োজনে নিকটস্থ থানায় যোগাযোগ করতে বলা হয়েছে। পরবর্তী সিদ্ধান্ত পর্যালোচনা সভার পর জানানো হবে বলে জানা গেছে। এ বিষয়ে সংশ্লিষ্ট কর্মকর্তারা জানান, পরিস্থিতি স্বাভাবিক রাখতে সব ধরনের ব্যবস্থা নেওয়া হয়েছে। স্থানীয় প্রশাসন ও আইনশৃঙ্খলা বাহিনী মাঠে সক্রিয় রয়েছে। সাধারণ মানুষকে সচেতন থাকার আহ্বান জানানো হয়েছে এবং যে কোনো প্রয়োজনে নিকটস্থ থানায় যোগাযোগ করতে বলা হয়েছে। পরবর্তী সিদ্ধান্ত পর্যালোচনা সভার পর জানানো হবে বলে জানা গেছে। এ বিষয়ে সংশ্লিষ্ট কর্মকর্তারা জানান, পরিস্থিতি স্বাভাবিক রাখতে সব ধরনের ব্যবস্থা নেওয়া হয়েছে। স্থানীয় প্রশাসন ও আইনশৃঙ্খলা বাহিনী মাঠে সক্রিয় রয়েছে। সাধারণ মানুষকে সচেতন থাকার আহ্বান জানানো হয়েছে এবং যে কোনো প্রয়োজনে নিকটস্থ থানায় যোগাযোগ করতে বলা হয়েছে। পরবর্তী সিদ্ধান্ত পর্যালোচনা সভার পর জানানো হবে বলে জানা গেছে। এ বিষয়ে সংশ্লিষ্ট কর্মকর্তারা জানান, পরিস্থিতি স্বাভাবিক রাখতে সব ধরনের ব্যবস্থা নেওয়া হয়েছে। স্থানীয় প্রশাসন ও আইনশৃঙ্খলা বাহিনী মাঠে সক্রিয় রয়েছে। সাধারণ মানুষকে সচেতন থাকার আহ্বান জানানো হয়েছে এবং যে কোনো প্রয়োজনে নিকটস্থ থানায় যোগাযোগ করতে বলা হয়েছে। পরবর্তী সিদ্ধান্ত পর্যালোচনা সভার পর জানানো হবে বলে জানা গেছে। bbox=[364, 727, 591, 856]
article-body: এ বিষয়ে সংশ্লিষ্ট কর্মকর্তারা জানান, পরিস্থিতি স্বাভাবিক রাখতে সব ধরনের ব্যবস্থা নেওয়া হয়েছে। স্থানীয় প্রশাসন ও আইনশৃঙ্খলা বাহিনী মাঠে সক্রিয় রয়েছে। সাধারণ মানুষকে সচেতন থাকার আহ্বান জানানো হয়েছে এবং যে কোনো প্রয়োজনে নিকটস্থ থানায় যোগাযোগ করতে বলা হয়েছে। পরবর্তী সিদ্ধান্ত পর্যালোচনা সভার পর জানানো হবে বলে জানা গেছে। এ বিষয়ে সংশ্লিষ্ট কর্মকর্তারা জানান, পরিস্থিতি স্বাভাবিক রাখতে সব ধরনের ব্যবস্থা নেওয়া হয়েছে। স্থানীয় প্রশাসন ও আইনশৃঙ্খলা বাহিনী মাঠে সক্রিয় রয়েছে। সাধারণ মানুষকে সচেতন থাকার আহ্বান জানানো হয়েছে এবং যে কোনো প্রয়োজনে নিকটস্থ থানায় যোগাযোগ করতে বলা হয়েছে। পরবর্তী সিদ্ধান্ত পর্যালোচনা সভার পর জানানো হবে বলে জানা গেছে। এ বিষয়ে সংশ্লিষ্ট কর্মকর্তারা জানান, পরিস্থিতি স্বাভাবিক রাখতে সব ধরনের ব্যবস্থা নেওয়া হয়েছে। স্থানীয় প্রশাসন ও আইনশৃঙ্খলা বাহিনী মাঠে সক্রিয় রয়েছে। সাধারণ মানুষকে সচেতন থাকার আহ্বান জানানো হয়েছে এবং যে কোনো প্রয়োজনে নিকটস্থ থানায় যোগাযোগ করতে বলা হয়েছে। পরবর্তী সিদ্ধান্ত পর্যালোচনা সভার পর জানানো হবে বলে জানা গেছে। এ বিষয়ে সংশ্লিষ্ট কর্মকর্তারা জানান, পরিস্থিতি স্বাভাবিক রাখতে সব ধরনের ব্যবস্থা নেওয়া হয়েছে। স্থানীয় প্রশাসন ও আইনশৃঙ্খলা বাহিনী মাঠে সক্রিয় রয়েছে। সাধারণ মানুষকে সচেতন থাকার আহ্বান জানানো হয়েছে এবং যে কোনো প্রয়োজনে নিকটস্থ থানায় যোগাযোগ করতে বলা হয়েছে। পরবর্তী সিদ্ধান্ত পর্যালোচনা সভার পর জানানো হবে বলে জানা গেছে। এ বিষয়ে সংশ্লিষ্ট কর্মকর্তারা জানান, পরিস্থিতি স্বাভাবিক রাখতে সব ধরনের ব্যবস্থা নেওয়া হয়েছে। স্থানীয় প্রশাসন ও আইনশৃঙ্খলা বাহিনী মাঠে সক্রিয় রয়েছে। সাধারণ মানুষকে সচেতন থাকার আহ্বান জানানো হয়েছে এবং যে কোনো প্রয়োজনে নিকটস্থ থানায় যোগাযোগ করতে বলা হয়েছে। পরবর্তী সিদ্ধান্ত পর্যালোচনা সভার পর জানানো হবে বলে জানা গেছে। এ বিষয়ে সংশ্লিষ্ট কর্মকর্তারা জানান, পরিস্থিতি স্বাভাবিক রাখতে সব ধরনের ব্যবস্থা নেওয়া হয়েছে। স্থানীয় প্রশাসন ও আইনশৃঙ্খলা বাহিনী মাঠে সক্রিয় রয়েছে। সাধারণ মানুষকে সচেতন থাকার আহ্বান জানানো হয়েছে এবং যে কোনো প্রয়োজনে নিকটস্থ থানায় যোগাযোগ করতে বলা হয়েছে। পরবর্তী সিদ্ধান্ত পর্যালোচনা সভার পর জানানো হবে বলে জানা গেছে। bbox=[597, 1269, 726, 1616]
article-headline[interactable]: বিশেষ পদোন্নতি পাচ্ছেন bbox=[364, 863, 591, 894]
article-headline[interactable]: শোকের নয়, আরও কঠিন bbox=[364, 132, 591, 156]
article-dateline: (প্রথম পাতার পর) bbox=[629, 1255, 694, 1266]
article bbox=[364, 310, 591, 489]
article-body: এ বিষয়ে সংশ্লিষ্ট কর্মকর্তারা জানান, পরিস্থিতি স্বাভাবিক রাখতে সব ধরনের ব্যবস্থা নেওয়া হয়েছে। স্থানীয় প্রশাসন ও আইনশৃঙ্খলা বাহিনী মাঠে সক্রিয় রয়েছে। সাধারণ মানুষকে সচেতন থাকার আহ্বান জানানো হয়েছে এবং যে কোনো প্রয়োজনে নিকটস্থ থানায় যোগাযোগ করতে বলা হয়েছে। পরবর্তী সিদ্ধান্ত পর্যালোচনা সভার পর জানানো হবে বলে জানা গেছে। এ বিষয়ে সংশ্লিষ্ট কর্মকর্তারা জানান, পরিস্থিতি স্বাভাবিক রাখতে সব ধরনের ব্যবস্থা নেওয়া হয়েছে। স্থানীয় প্রশাসন ও আইনশৃঙ্খলা বাহিনী মাঠে সক্রিয় রয়েছে। সাধারণ মানুষকে সচেতন থাকার আহ্বান জানানো হয়েছে এবং যে কোনো প্রয়োজনে নিকটস্থ থানায় যোগাযোগ করতে বলা হয়েছে। পরবর্তী সিদ্ধান্ত পর্যালোচনা সভার পর জানানো হবে বলে জানা গেছে। এ বিষয়ে সংশ্লিষ্ট কর্মকর্তারা জানান, পরিস্থিতি স্বাভাবিক রাখতে সব ধরনের ব্যবস্থা নেওয়া হয়েছে। স্থানীয় প্রশাসন ও আইনশৃঙ্খলা বাহিনী মাঠে সক্রিয় রয়েছে। সাধারণ মানুষকে সচেতন থাকার আহ্বান জানানো হয়েছে এবং যে কোনো প্রয়োজনে নিকটস্থ থানায় যোগাযোগ করতে বলা হয়েছে। পরবর্তী সিদ্ধান্ত পর্যালোচনা সভার পর জানানো হবে বলে জানা গেছে। এ বিষয়ে সংশ্লিষ্ট কর্মকর্তারা জানান, পরিস্থিতি স্বাভাবিক রাখতে সব ধরনের ব্যবস্থা নেওয়া হয়েছে। স্থানীয় প্রশাসন ও আইনশৃঙ্খলা বাহিনী মাঠে সক্রিয় রয়েছে। সাধারণ মানুষকে সচেতন থাকার আহ্বান জানানো হয়েছে এবং যে কোনো প্রয়োজনে নিকটস্থ থানায় যোগাযোগ করতে বলা হয়েছে। পরবর্তী সিদ্ধান্ত পর্যালোচনা সভার পর জানানো হবে বলে জানা গেছে। bbox=[247, 876, 358, 1151]
logo-main-text: করতোয়া bbox=[769, 85, 881, 120]
article-body: এ বিষয়ে সংশ্লিষ্ট কর্মকর্তারা জানান, পরিস্থিতি স্বাভাবিক রাখতে সব ধরনের ব্যবস্থা নেওয়া হয়েছে। স্থানীয় প্রশাসন ও আইনশৃঙ্খলা বাহিনী মাঠে সক্রিয় রয়েছে। সাধারণ মানুষকে সচেতন থাকার আহ্বান জানানো হয়েছে এবং যে কোনো প্রয়োজনে নিকটস্থ থানায় যোগাযোগ করতে বলা হয়েছে। পরবর্তী সিদ্ধান্ত পর্যালোচনা সভার পর জানানো হবে বলে জানা গেছে। এ বিষয়ে সংশ্লিষ্ট কর্মকর্তারা জানান, পরিস্থিতি স্বাভাবিক রাখতে সব ধরনের ব্যবস্থা নেওয়া হয়েছে। স্থানীয় প্রশাসন ও আইনশৃঙ্খলা বাহিনী মাঠে সক্রিয় রয়েছে। সাধারণ মানুষকে সচেতন থাকার আহ্বান জানানো হয়েছে এবং যে কোনো প্রয়োজনে নিকটস্থ থানায় যোগাযোগ করতে বলা হয়েছে। পরবর্তী সিদ্ধান্ত পর্যালোচনা সভার পর জানানো হবে বলে জানা গেছে। এ বিষয়ে সংশ্লিষ্ট কর্মকর্তারা জানান, পরিস্থিতি স্বাভাবিক রাখতে সব ধরনের ব্যবস্থা নেওয়া হয়েছে। স্থানীয় প্রশাসন ও আইনশৃঙ্খলা বাহিনী মাঠে সক্রিয় রয়েছে। সাধারণ মানুষকে সচেতন থাকার আহ্বান জানানো হয়েছে এবং যে কোনো প্রয়োজনে নিকটস্থ থানায় যোগাযোগ করতে বলা হয়েছে। পরবর্তী সিদ্ধান্ত পর্যালোচনা সভার পর জানানো হবে বলে জানা গেছে। এ বিষয়ে সংশ্লিষ্ট কর্মকর্তারা জানান, পরিস্থিতি স্বাভাবিক রাখতে সব ধরনের ব্যবস্থা নেওয়া হয়েছে। স্থানীয় প্রশাসন ও আইনশৃঙ্খলা বাহিনী মাঠে সক্রিয় রয়েছে। সাধারণ মানুষকে সচেতন থাকার আহ্বান জানানো হয়েছে এবং যে কোনো প্রয়োজনে নিকটস্থ থানায় যোগাযোগ করতে বলা হয়েছে। পরবর্তী সিদ্ধান্ত পর্যালোচনা সভার পর জানানো হবে বলে জানা গেছে। এ বিষয়ে সংশ্লিষ্ট কর্মকর্তারা জানান, পরিস্থিতি স্বাভাবিক রাখতে সব ধরনের ব্যবস্থা নেওয়া হয়েছে। স্থানীয় প্রশাসন ও আইনশৃঙ্খলা বাহিনী মাঠে সক্রিয় রয়েছে। সাধারণ মানুষকে সচেতন থাকার আহ্বান জানানো হয়েছে এবং যে কোনো প্রয়োজনে নিকটস্থ থানায় যোগাযোগ করতে বলা হয়েছে। পরবর্তী সিদ্ধান্ত পর্যালোচনা সভার পর জানানো হবে বলে জানা গেছে। bbox=[16, 397, 240, 559]
article bbox=[247, 132, 358, 449]
article-dateline: (প্রথম পাতার পর) bbox=[95, 593, 161, 604]
article bbox=[733, 796, 925, 1080]
article bbox=[364, 863, 591, 1042]
article-body: এ বিষয়ে সংশ্লিষ্ট কর্মকর্তারা জানান, পরিস্থিতি স্বাভাবিক রাখতে সব ধরনের ব্যবস্থা নেওয়া হয়েছে। স্থানীয় প্রশাসন ও আইনশৃঙ্খলা বাহিনী মাঠে সক্রিয় রয়েছে। সাধারণ মানুষকে সচেতন থাকার আহ্বান জানানো হয়েছে এবং যে কোনো প্রয়োজনে নিকটস্থ থানায় যোগাযোগ করতে বলা হয়েছে। পরবর্তী সিদ্ধান্ত পর্যালোচনা সভার পর জানানো হবে বলে জানা গেছে। এ বিষয়ে সংশ্লিষ্ট কর্মকর্তারা জানান, পরিস্থিতি স্বাভাবিক রাখতে সব ধরনের ব্যবস্থা নেওয়া হয়েছে। স্থানীয় প্রশাসন ও আইনশৃঙ্খলা বাহিনী মাঠে সক্রিয় রয়েছে। সাধারণ মানুষকে সচেতন থাকার আহ্বান জানানো হয়েছে এবং যে কোনো প্রয়োজনে নিকটস্থ থানায় যোগাযোগ করতে বলা হয়েছে। পরবর্তী সিদ্ধান্ত পর্যালোচনা সভার পর জানানো হবে বলে জানা গেছে। এ বিষয়ে সংশ্লিষ্ট কর্মকর্তারা জানান, পরিস্থিতি স্বাভাবিক রাখতে সব ধরনের ব্যবস্থা নেওয়া হয়েছে। স্থানীয় প্রশাসন ও আইনশৃঙ্খলা বাহিনী মাঠে সক্রিয় রয়েছে। সাধারণ মানুষকে সচেতন থাকার আহ্বান জানানো হয়েছে এবং যে কোনো প্রয়োজনে নিকটস্থ থানায় যোগাযোগ করতে বলা হয়েছে। পরবর্তী সিদ্ধান্ত পর্যালোচনা সভার পর জানানো হবে বলে জানা গেছে। এ বিষয়ে সংশ্লিষ্ট কর্মকর্তারা জানান, পরিস্থিতি স্বাভাবিক রাখতে সব ধরনের ব্যবস্থা নেওয়া হয়েছে। স্থানীয় প্রশাসন ও আইনশৃঙ্খলা বাহিনী মাঠে সক্রিয় রয়েছে। সাধারণ মানুষকে সচেতন থাকার আহ্বান জানানো হয়েছে এবং যে কোনো প্রয়োজনে নিকটস্থ থানায় যোগাযোগ করতে বলা হয়েছে। পরবর্তী সিদ্ধান্ত পর্যালোচনা সভার পর জানানো হবে বলে জানা গেছে। এ বিষয়ে সংশ্লিষ্ট কর্মকর্তারা জানান, পরিস্থিতি স্বাভাবিক রাখতে সব ধরনের ব্যবস্থা নেওয়া হয়েছে। স্থানীয় প্রশাসন ও আইনশৃঙ্খলা বাহিনী মাঠে সক্রিয় রয়েছে। সাধারণ মানুষকে সচেতন থাকার আহ্বান জানানো হয়েছে এবং যে কোনো প্রয়োজনে নিকটস্থ থানায় যোগাযোগ করতে বলা হয়েছে। পরবর্তী সিদ্ধান্ত পর্যালোচনা সভার পর জানানো হবে বলে জানা গেছে। bbox=[16, 607, 240, 769]
masthead bbox=[595, 60, 925, 120]
article-dateline: (প্রথম পাতার পর) bbox=[445, 529, 510, 539]
article-headline[interactable]: ঢাকায় ইইউর মানবাধিকার bbox=[16, 776, 240, 807]
article-dateline: (প্রথম পাতার পর) bbox=[445, 713, 510, 724]
article-dateline: (প্রথম পাতার পর) bbox=[796, 541, 862, 552]
article-dateline: স্টাফ রিপোর্টার, ঢাকা অফিস bbox=[611, 223, 712, 233]
article-dateline: (প্রথম পাতার পর) bbox=[95, 383, 161, 394]
article-body: এ বিষয়ে সংশ্লিষ্ট কর্মকর্তারা জানান, পরিস্থিতি স্বাভাবিক রাখতে সব ধরনের ব্যবস্থা নেওয়া হয়েছে। স্থানীয় প্রশাসন ও আইনশৃঙ্খলা বাহিনী মাঠে সক্রিয় রয়েছে। সাধারণ মানুষকে সচেতন থাকার আহ্বান জানানো হয়েছে এবং যে কোনো প্রয়োজনে নিকটস্থ থানায় যোগাযোগ করতে বলা হয়েছে। পরবর্তী সিদ্ধান্ত পর্যালোচনা সভার পর জানানো হবে বলে জানা গেছে। এ বিষয়ে সংশ্লিষ্ট কর্মকর্তারা জানান, পরিস্থিতি স্বাভাবিক রাখতে সব ধরনের ব্যবস্থা নেওয়া হয়েছে। স্থানীয় প্রশাসন ও আইনশৃঙ্খলা বাহিনী মাঠে সক্রিয় রয়েছে। সাধারণ মানুষকে সচেতন থাকার আহ্বান জানানো হয়েছে এবং যে কোনো প্রয়োজনে নিকটস্থ থানায় যোগাযোগ করতে বলা হয়েছে। পরবর্তী সিদ্ধান্ত পর্যালোচনা সভার পর জানানো হবে বলে জানা গেছে। এ বিষয়ে সংশ্লিষ্ট কর্মকর্তারা জানান, পরিস্থিতি স্বাভাবিক রাখতে সব ধরনের ব্যবস্থা নেওয়া হয়েছে। স্থানীয় প্রশাসন ও আইনশৃঙ্খলা বাহিনী মাঠে সক্রিয় রয়েছে। সাধারণ মানুষকে সচেতন থাকার আহ্বান জানানো হয়েছে এবং যে কোনো প্রয়োজনে নিকটস্থ থানায় যোগাযোগ করতে বলা হয়েছে। পরবর্তী সিদ্ধান্ত পর্যালোচনা সভার পর জানানো হবে বলে জানা গেছে। এ বিষয়ে সংশ্লিষ্ট কর্মকর্তারা জানান, পরিস্থিতি স্বাভাবিক রাখতে সব ধরনের ব্যবস্থা নেওয়া হয়েছে। স্থানীয় প্রশাসন ও আইনশৃঙ্খলা বাহিনী মাঠে সক্রিয় রয়েছে। সাধারণ মানুষকে সচেতন থাকার আহ্বান জানানো হয়েছে এবং যে কোনো প্রয়োজনে নিকটস্থ থানায় যোগাযোগ করতে বলা হয়েছে। পরবর্তী সিদ্ধান্ত পর্যালোচনা সভার পর জানানো হবে বলে জানা গেছে। এ বিষয়ে সংশ্লিষ্ট কর্মকর্তারা জানান, পরিস্থিতি স্বাভাবিক রাখতে সব ধরনের ব্যবস্থা নেওয়া হয়েছে। স্থানীয় প্রশাসন ও আইনশৃঙ্খলা বাহিনী মাঠে সক্রিয় রয়েছে। সাধারণ মানুষকে সচেতন থাকার আহ্বান জানানো হয়েছে এবং যে কোনো প্রয়োজনে নিকটস্থ থানায় যোগাযোগ করতে বলা হয়েছে। পরবর্তী সিদ্ধান্ত পর্যালোচনা সভার পর জানানো হবে বলে জানা গেছে। এ বিষয়ে সংশ্লিষ্ট কর্মকর্তারা জানান, পরিস্থিতি স্বাভাবিক রাখতে সব ধরনের ব্যবস্থা নেওয়া হয়েছে। স্থানীয় প্রশাসন ও আইনশৃঙ্খলা বাহিনী মাঠে সক্রিয় রয়েছে। সাধারণ মানুষকে সচেতন থাকার আহ্বান জানানো হয়েছে এবং যে কোনো প্রয়োজনে নিকটস্থ থানায় যোগাযোগ করতে বলা হয়েছে। পরবর্তী সিদ্ধান্ত পর্যালোচনা সভার পর জানানো হবে বলে জানা গেছে। এ বিষয়ে সংশ্লিষ্ট কর্মকর্তারা জানান, পরিস্থিতি স্বাভাবিক রাখতে সব ধরনের ব্যবস্থা নেওয়া হয়েছে। স্থানীয় প্রশাসন ও আইনশৃঙ্খলা বাহিনী মাঠে সক্রিয় রয়েছে। সাধারণ মানুষকে সচেতন থাকার আহ্বান জানানো হয়েছে এবং যে কোনো প্রয়োজনে নিকটস্থ থানায় যোগাযোগ করতে বলা হয়েছে। পরবর্তী সিদ্ধান্ত পর্যালোচনা সভার পর জানানো হবে বলে জানা গেছে। bbox=[733, 205, 925, 471]
column-4 bbox=[597, 130, 726, 1616]
article-headline[interactable]: করোনায় একজনের মৃত্যু, শনাক্ত ৭৭ bbox=[597, 132, 726, 219]
article-headline[interactable]: জাতিসংঘের খাদ্য সম্মেলনে bbox=[597, 761, 726, 820]
article bbox=[597, 132, 726, 755]
article-dateline: (প্রথম পাতার পর) bbox=[270, 862, 335, 873]
article-headline[interactable]: আনসার আল ইসলামের সাথে bbox=[733, 478, 925, 537]
article bbox=[247, 813, 358, 1151]
article-body: এ বিষয়ে সংশ্লিষ্ট কর্মকর্তারা জানান, পরিস্থিতি স্বাভাবিক রাখতে সব ধরনের ব্যবস্থা নেওয়া হয়েছে। স্থানীয় প্রশাসন ও আইনশৃঙ্খলা বাহিনী মাঠে সক্রিয় রয়েছে। সাধারণ মানুষকে সচেতন থাকার আহ্বান জানানো হয়েছে এবং যে কোনো প্রয়োজনে নিকটস্থ থানায় যোগাযোগ করতে বলা হয়েছে। পরবর্তী সিদ্ধান্ত পর্যালোচনা সভার পর জানানো হবে বলে জানা গেছে। এ বিষয়ে সংশ্লিষ্ট কর্মকর্তারা জানান, পরিস্থিতি স্বাভাবিক রাখতে সব ধরনের ব্যবস্থা নেওয়া হয়েছে। স্থানীয় প্রশাসন ও আইনশৃঙ্খলা বাহিনী মাঠে সক্রিয় রয়েছে। সাধারণ মানুষকে সচেতন থাকার আহ্বান জানানো হয়েছে এবং যে কোনো প্রয়োজনে নিকটস্থ থানায় যোগাযোগ করতে বলা হয়েছে। পরবর্তী সিদ্ধান্ত পর্যালোচনা সভার পর জানানো হবে বলে জানা গেছে। এ বিষয়ে সংশ্লিষ্ট কর্মকর্তারা জানান, পরিস্থিতি স্বাভাবিক রাখতে সব ধরনের ব্যবস্থা নেওয়া হয়েছে। স্থানীয় প্রশাসন ও আইনশৃঙ্খলা বাহিনী মাঠে সক্রিয় রয়েছে। সাধারণ মানুষকে সচেতন থাকার আহ্বান জানানো হয়েছে এবং যে কোনো প্রয়োজনে নিকটস্থ থানায় যোগাযোগ করতে বলা হয়েছে। পরবর্তী সিদ্ধান্ত পর্যালোচনা সভার পর জানানো হবে বলে জানা গেছে। এ বিষয়ে সংশ্লিষ্ট কর্মকর্তারা জানান, পরিস্থিতি স্বাভাবিক রাখতে সব ধরনের ব্যবস্থা নেওয়া হয়েছে। স্থানীয় প্রশাসন ও আইনশৃঙ্খলা বাহিনী মাঠে সক্রিয় রয়েছে। সাধারণ মানুষকে সচেতন থাকার আহ্বান জানানো হয়েছে এবং যে কোনো প্রয়োজনে নিকটস্থ থানায় যোগাযোগ করতে বলা হয়েছে। পরবর্তী সিদ্ধান্ত পর্যালোচনা সভার পর জানানো হবে বলে জানা গেছে। এ বিষয়ে সংশ্লিষ্ট কর্মকর্তারা জানান, পরিস্থিতি স্বাভাবিক রাখতে সব ধরনের ব্যবস্থা নেওয়া হয়েছে। স্থানীয় প্রশাসন ও আইনশৃঙ্খলা বাহিনী মাঠে সক্রিয় রয়েছে। সাধারণ মানুষকে সচেতন থাকার আহ্বান জানানো হয়েছে এবং যে কোনো প্রয়োজনে নিকটস্থ থানায় যোগাযোগ করতে বলা হয়েছে। পরবর্তী সিদ্ধান্ত পর্যালোচনা সভার পর জানানো হবে বলে জানা গেছে। bbox=[16, 1041, 240, 1203]
article bbox=[247, 1158, 358, 1496]
column-1 bbox=[16, 130, 240, 1505]
article bbox=[597, 761, 726, 1186]
article bbox=[16, 132, 240, 343]
article bbox=[16, 566, 240, 770]
